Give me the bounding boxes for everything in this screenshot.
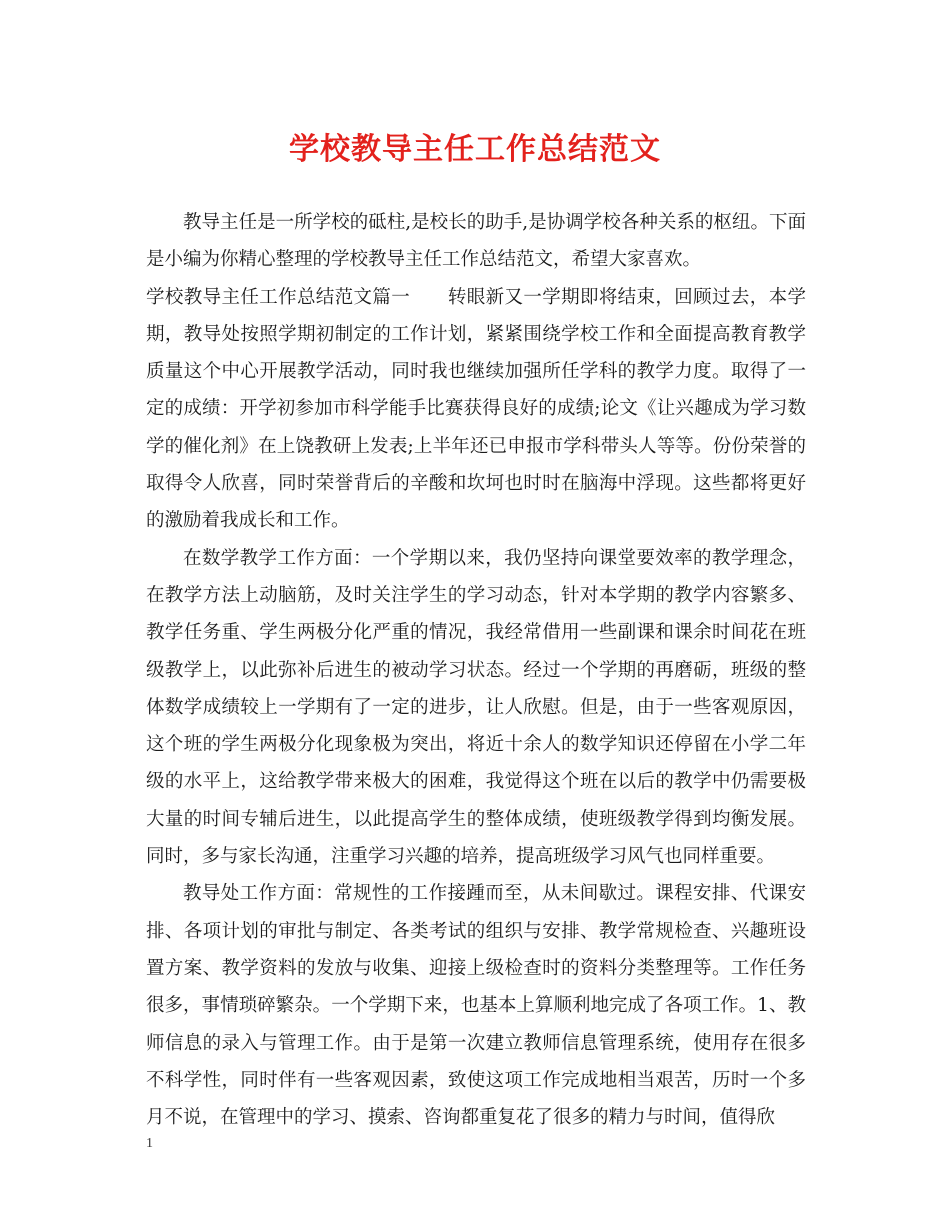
paragraph-math-teaching: 在数学教学工作方面：一个学期以来，我仍坚持向课堂要效率的教学理念，在教学方法上动脑筋，及时关注学生的学习动态，针对本学期的教学内容繁多、教学任务重、学生两极分化严重的情况，我经常借用一些副课和课余时间花在班级教学上，以此弥补后进生的被动学习状态。经过一个学期的再磨砺，班级的整体数学成绩较上一学期有了一定的进步，让人欣慰。但是，由于一些客观原因，这个班的学生两极分化现象极为突出，将近十余人的数学知识还停留在小学二年级的水平上，这给教学带来极大的困难，我觉得这个班在以后的教学中仍需要极大量的时间专辅后进生，以此提高学生的整体成绩，使班级教学得到均衡发展。同时，多与家长沟通，注重学习兴趣的培养，提高班级学习风气也同样重要。: [146, 547, 806, 868]
paragraph-intro: 教导主任是一所学校的砥柱,是校长的助手,是协调学校各种关系的枢纽。下面是小编为你精心整理的学校教导主任工作总结范文，希望大家喜欢。: [146, 212, 806, 271]
paragraph-article-one: 学校教导主任工作总结范文篇一 转眼新又一学期即将结束，回顾过去，本学期，教导处按照学期初制定的工作计划，紧紧围绕学校工作和全面提高教育教学质量这个中心开展教学活动，同时我也继续加强所任学科的教学力度。取得了一定的成绩：开学初参加市科学能手比赛获得良好的成绩;论文《让兴趣成为学习数学的催化剂》在上饶教研上发表;上半年还已申报市学科带头人等等。份份荣誉的取得令人欣喜，同时荣誉背后的辛酸和坎坷也时时在脑海中浮现。这些都将更好的激励着我成长和工作。: [146, 286, 806, 532]
page-number: 1: [146, 1136, 153, 1151]
document-title: 学校教导主任工作总结范文: [289, 132, 661, 167]
document-body: [146, 204, 806, 1136]
paragraph-academic-office: 教导处工作方面：常规性的工作接踵而至，从未间歇过。课程安排、代课安排、各项计划的审批与制定、各类考试的组织与安排、教学常规检查、兴趣班设置方案、教学资料的发放与收集、迎接上级检查时的资料分类整理等。工作任务很多，事情琐碎繁杂。一个学期下来，也基本上算顺利地完成了各项工作。1、教师信息的录入与管理工作。由于是第一次建立教师信息管理系统，使用存在很多不科学性，同时伴有一些客观因素，致使这项工作完成地相当艰苦，历时一个多月不说，在管理中的学习、摸索、咨询都重复花了很多的精力与时间，值得欣: [146, 883, 806, 1129]
